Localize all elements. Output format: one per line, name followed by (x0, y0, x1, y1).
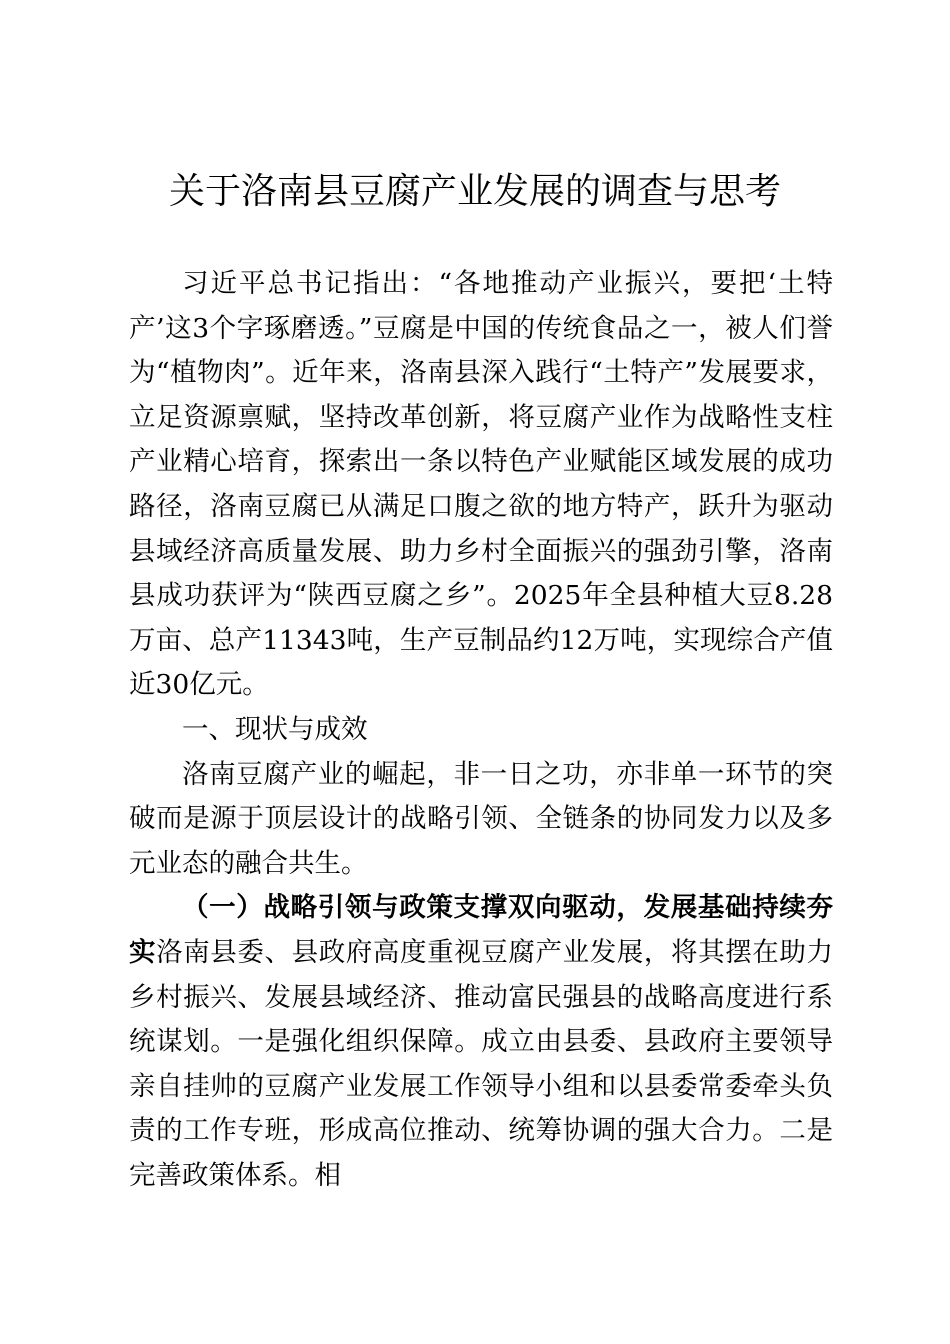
subsection-heading: （一）战略引领与政策支撑双向驱动，发展基础持续夯实 (129, 892, 833, 968)
intro-paragraph: 习近平总书记指出：“各地推动产业振兴，要把‘土特产’这3个字琢磨透。”豆腐是中国的传统食品之一，被人们誉为“植物肉”。近年来，洛南县深入践行“土特产”发展要求，立足资源禀赋，坚持改革创新，将豆腐产业作为战略性支柱产业精心培育，探索出一条以特色产业赋能区域发展的成功路径，洛南豆腐已从满足口腹之欲的地方特产，跃升为驱动县域经济高质量发展、助力乡村全面振兴的强劲引擎，洛南县成功获评为“陕西豆腐之乡”。2025年全县种植大豆8.28万亩、总产11343吨，生产豆制品约12万吨，实现综合产值近30亿元。 (129, 268, 833, 701)
document-body (129, 262, 833, 1198)
subsection-paragraph (129, 886, 833, 1198)
subsection-body: 洛南县委、县政府高度重视豆腐产业发展，将其摆在助力乡村振兴、发展县域经济、推动富民强县的战略高度进行系统谋划。一是强化组织保障。成立由县委、县政府主要领导亲自挂帅的豆腐产业发展工作领导小组和以县委常委牵头负责的工作专班，形成高位推动、统筹协调的强大合力。二是完善政策体系。相 (129, 936, 834, 1191)
document-title: 关于洛南县豆腐产业发展的调查与思考 (168, 171, 781, 212)
section-intro-paragraph: 洛南豆腐产业的崛起，非一日之功，亦非单一环节的突破而是源于顶层设计的战略引领、全链条的协同发力以及多元业态的融合共生。 (129, 758, 833, 879)
section-heading: 一、现状与成效 (182, 713, 368, 745)
